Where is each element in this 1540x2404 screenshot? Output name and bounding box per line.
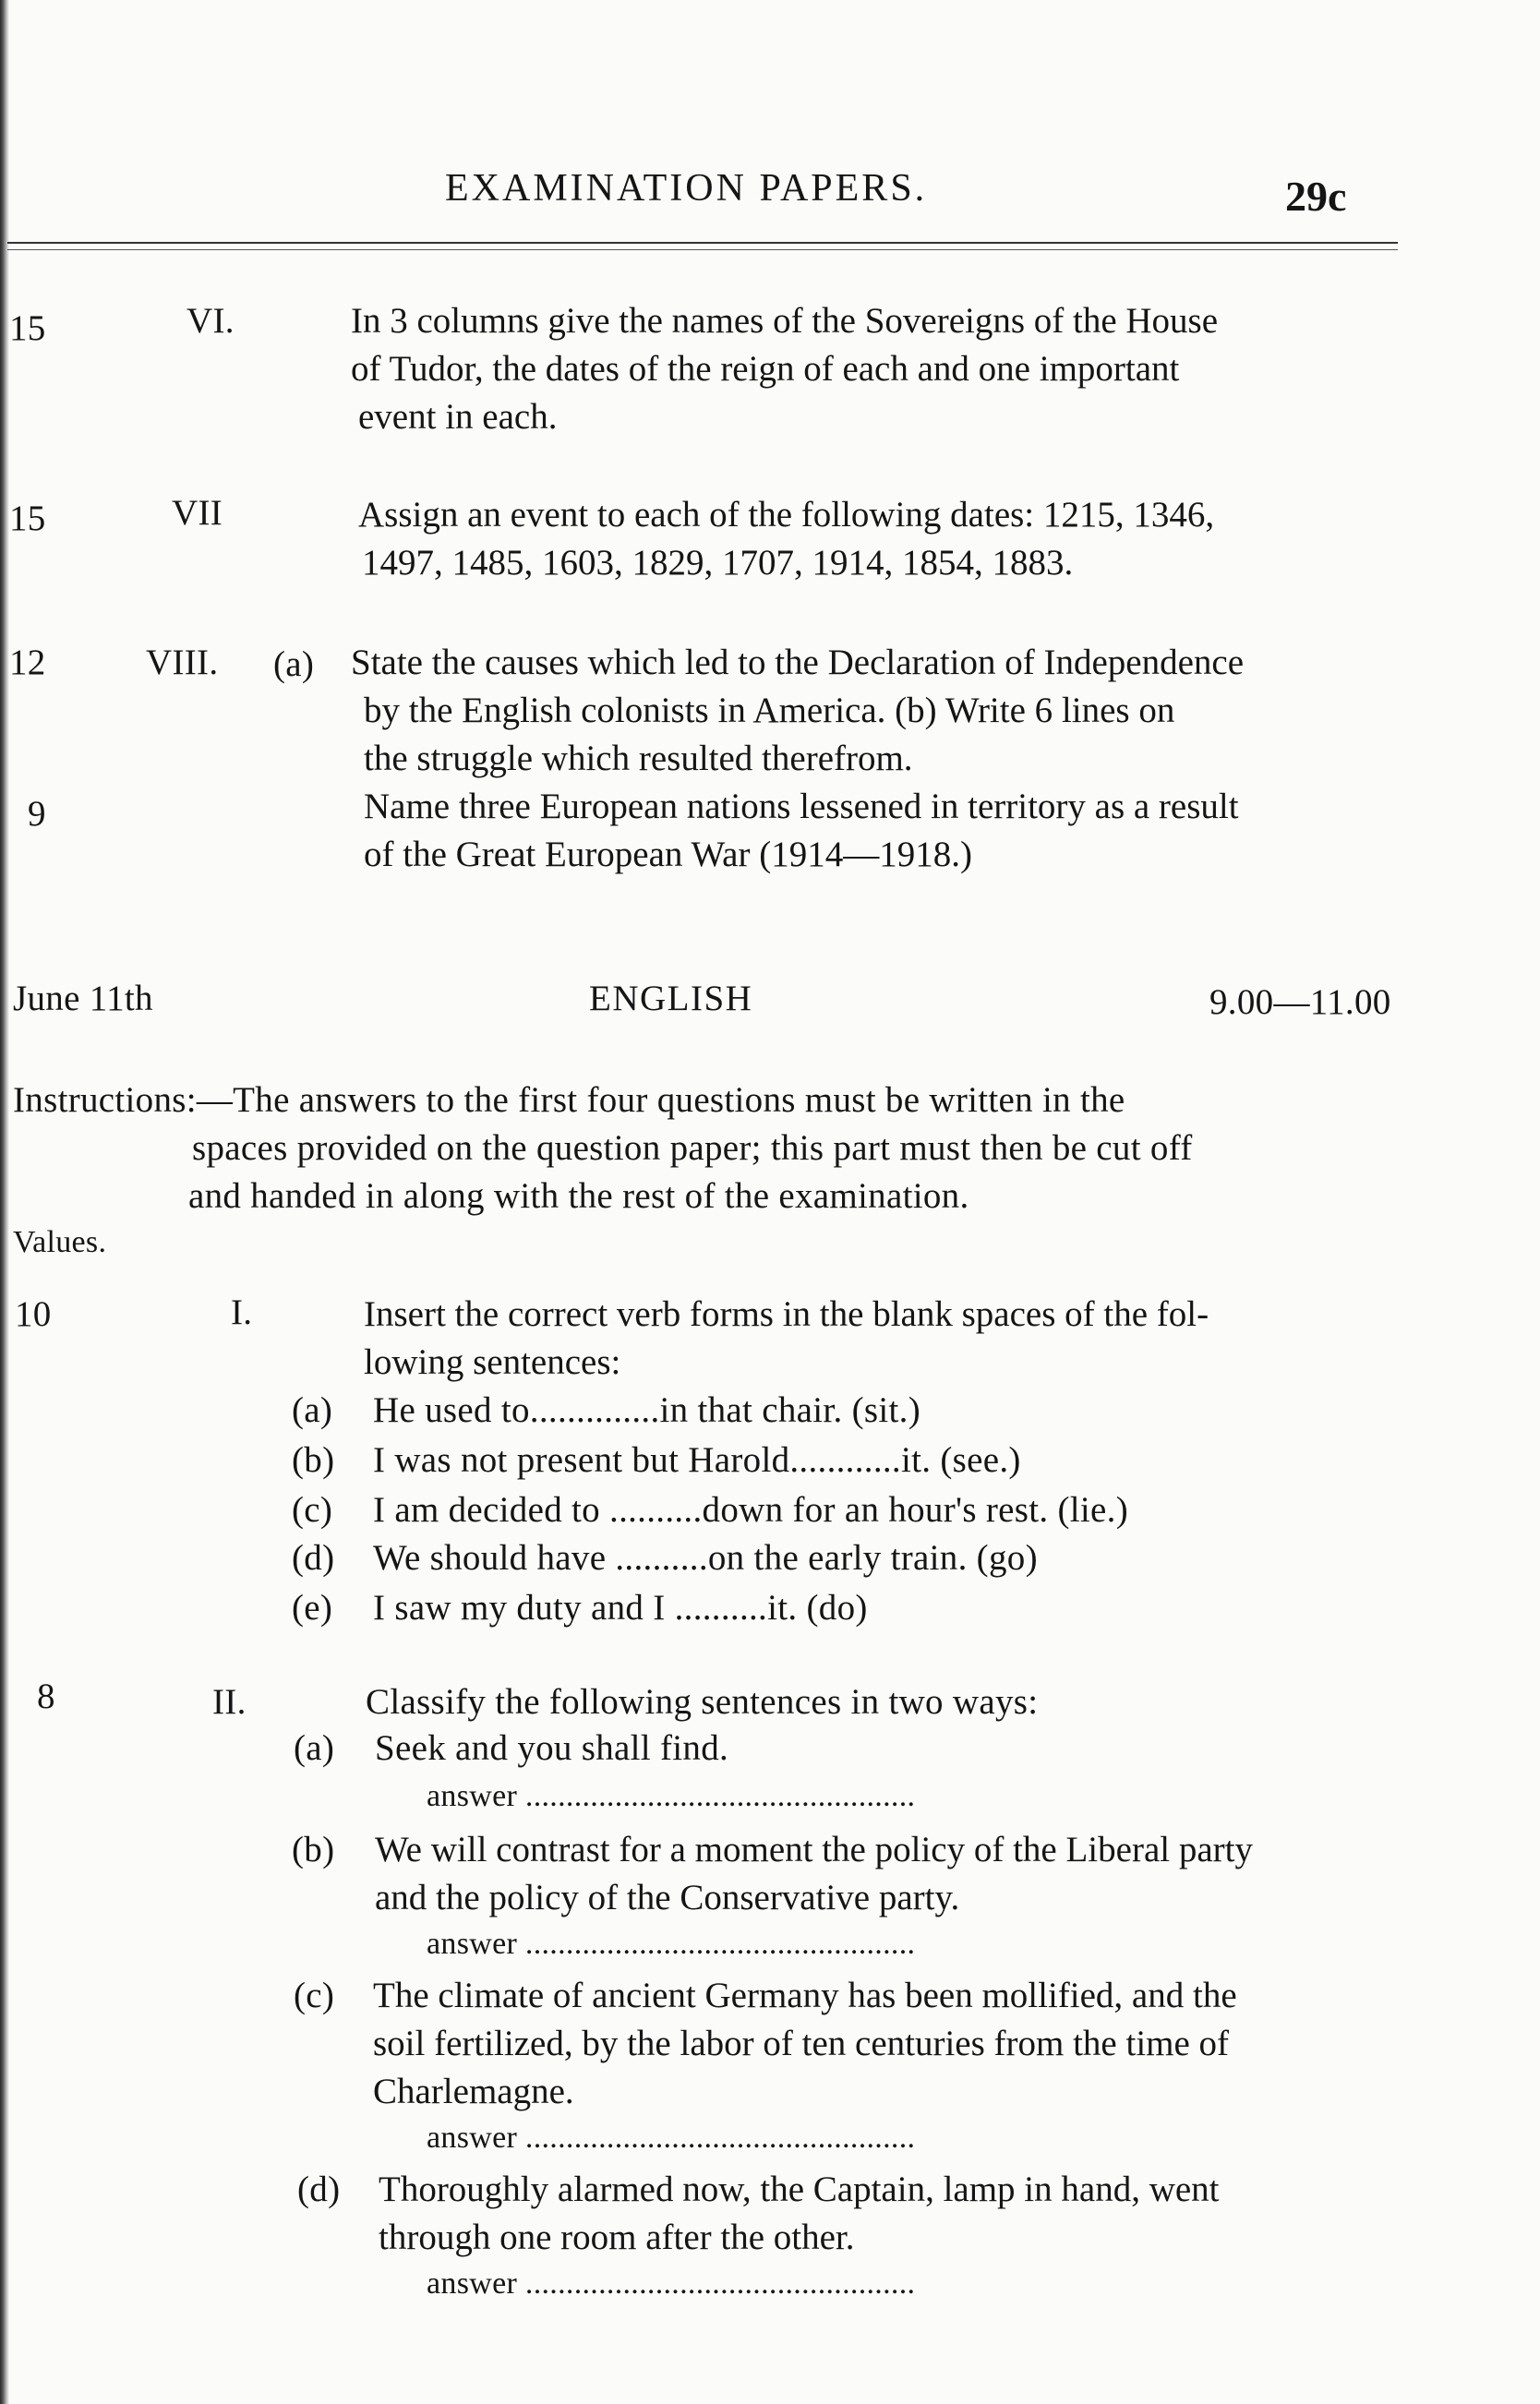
item-text [379, 2166, 1413, 2262]
answer-blank: answer ................................................ [427, 2266, 916, 2301]
question-text [358, 491, 1411, 587]
text-line: event in each. [358, 397, 558, 437]
item-label: (a) [292, 1390, 333, 1430]
question-text [351, 639, 1413, 783]
item-text: He used to..............in that chair. (sit.) [373, 1390, 920, 1430]
question-text: Classify the following sentences in two ways: [366, 1682, 1039, 1722]
text-line: and the policy of the Conservative party. [375, 1878, 960, 1917]
question-text [351, 297, 1403, 441]
header-rule [7, 242, 1398, 244]
text-line: Insert the correct verb forms in the blank spaces of the fol- [364, 1294, 1209, 1334]
exam-time: 9.00—11.00 [1209, 982, 1391, 1022]
question-number: VIII. [146, 643, 219, 682]
text-line: through one room after the other. [379, 2218, 855, 2257]
text-line: by the English colonists in America. (b) Write 6 lines on [364, 691, 1175, 730]
question-number: VI. [186, 301, 235, 341]
text-line: of the Great European War (1914—1918.) [364, 835, 972, 874]
sub-question-label: (a) [273, 644, 315, 684]
text-line: We will contrast for a moment the policy of the Liberal party [375, 1830, 1253, 1869]
running-title: EXAMINATION PAPERS. [445, 167, 928, 210]
question-text [364, 1291, 1407, 1387]
answer-blank: answer ................................................ [427, 1779, 916, 1813]
page-binding-edge [0, 0, 9, 2404]
instructions-line: spaces provided on the question paper; this part must then be cut off [192, 1128, 1193, 1168]
question-value: 15 [9, 499, 46, 538]
exam-date: June 11th [13, 979, 153, 1018]
item-text: I saw my duty and I ..........it. (do) [373, 1588, 868, 1628]
subject-heading: ENGLISH [589, 979, 753, 1018]
question-number: VII [172, 493, 223, 533]
text-line: Thoroughly alarmed now, the Captain, lamp in hand, went [379, 2170, 1220, 2209]
item-label: (e) [292, 1588, 333, 1628]
text-line: the struggle which resulted therefrom. [364, 739, 913, 778]
item-label: (d) [297, 2170, 341, 2209]
item-text: I was not present but Harold............it. (see.) [373, 1440, 1021, 1480]
text-line: 1497, 1485, 1603, 1829, 1707, 1914, 1854, 1883. [362, 543, 1074, 583]
question-number: I. [231, 1292, 253, 1332]
text-line: Name three European nations lessened in territory as a result [364, 787, 1239, 826]
item-label: (d) [292, 1538, 335, 1578]
question-value: 9 [28, 794, 46, 834]
question-value: 15 [9, 308, 46, 348]
item-text [375, 1826, 1409, 1922]
item-text: I am decided to ..........down for an hour's rest. (lie.) [373, 1490, 1128, 1530]
item-text [373, 1972, 1411, 2116]
answer-blank: answer ................................................ [427, 1927, 916, 1961]
answer-blank: answer ................................................ [427, 2121, 916, 2155]
text-line: State the causes which led to the Declaration of Independence [351, 643, 1245, 682]
item-label: (a) [294, 1728, 335, 1768]
instructions-line: and handed in along with the rest of the examination. [188, 1176, 969, 1216]
text-line: The climate of ancient Germany has been mollified, and the [373, 1976, 1237, 2015]
question-value: 12 [9, 643, 46, 682]
text-line: Charlemagne. [373, 2072, 574, 2111]
item-label: (c) [294, 1976, 335, 2015]
text-line: soil fertilized, by the labor of ten centuries from the time of [373, 2024, 1230, 2063]
text-line: Assign an event to each of the following dates: 1215, 1346, [358, 495, 1215, 535]
text-line: In 3 columns give the names of the Sovereigns of the House [351, 301, 1219, 341]
item-label: (c) [292, 1490, 333, 1530]
question-number: II. [212, 1682, 247, 1722]
item-text: Seek and you shall find. [375, 1728, 729, 1768]
item-label: (b) [292, 1440, 335, 1480]
item-text: We should have ..........on the early train. (go) [373, 1538, 1038, 1578]
values-label: Values. [13, 1225, 107, 1259]
header-rule-lower [7, 249, 1398, 250]
page-number: 29c [1285, 173, 1347, 220]
instructions-line: Instructions:—The answers to the first four questions must be written in the [13, 1080, 1125, 1120]
item-label: (b) [292, 1830, 335, 1869]
question-value: 10 [15, 1294, 52, 1334]
text-line: of Tudor, the dates of the reign of each and one important [351, 349, 1180, 389]
question-value: 8 [37, 1677, 55, 1716]
question-text [364, 783, 1413, 879]
text-line: lowing sentences: [364, 1342, 621, 1382]
